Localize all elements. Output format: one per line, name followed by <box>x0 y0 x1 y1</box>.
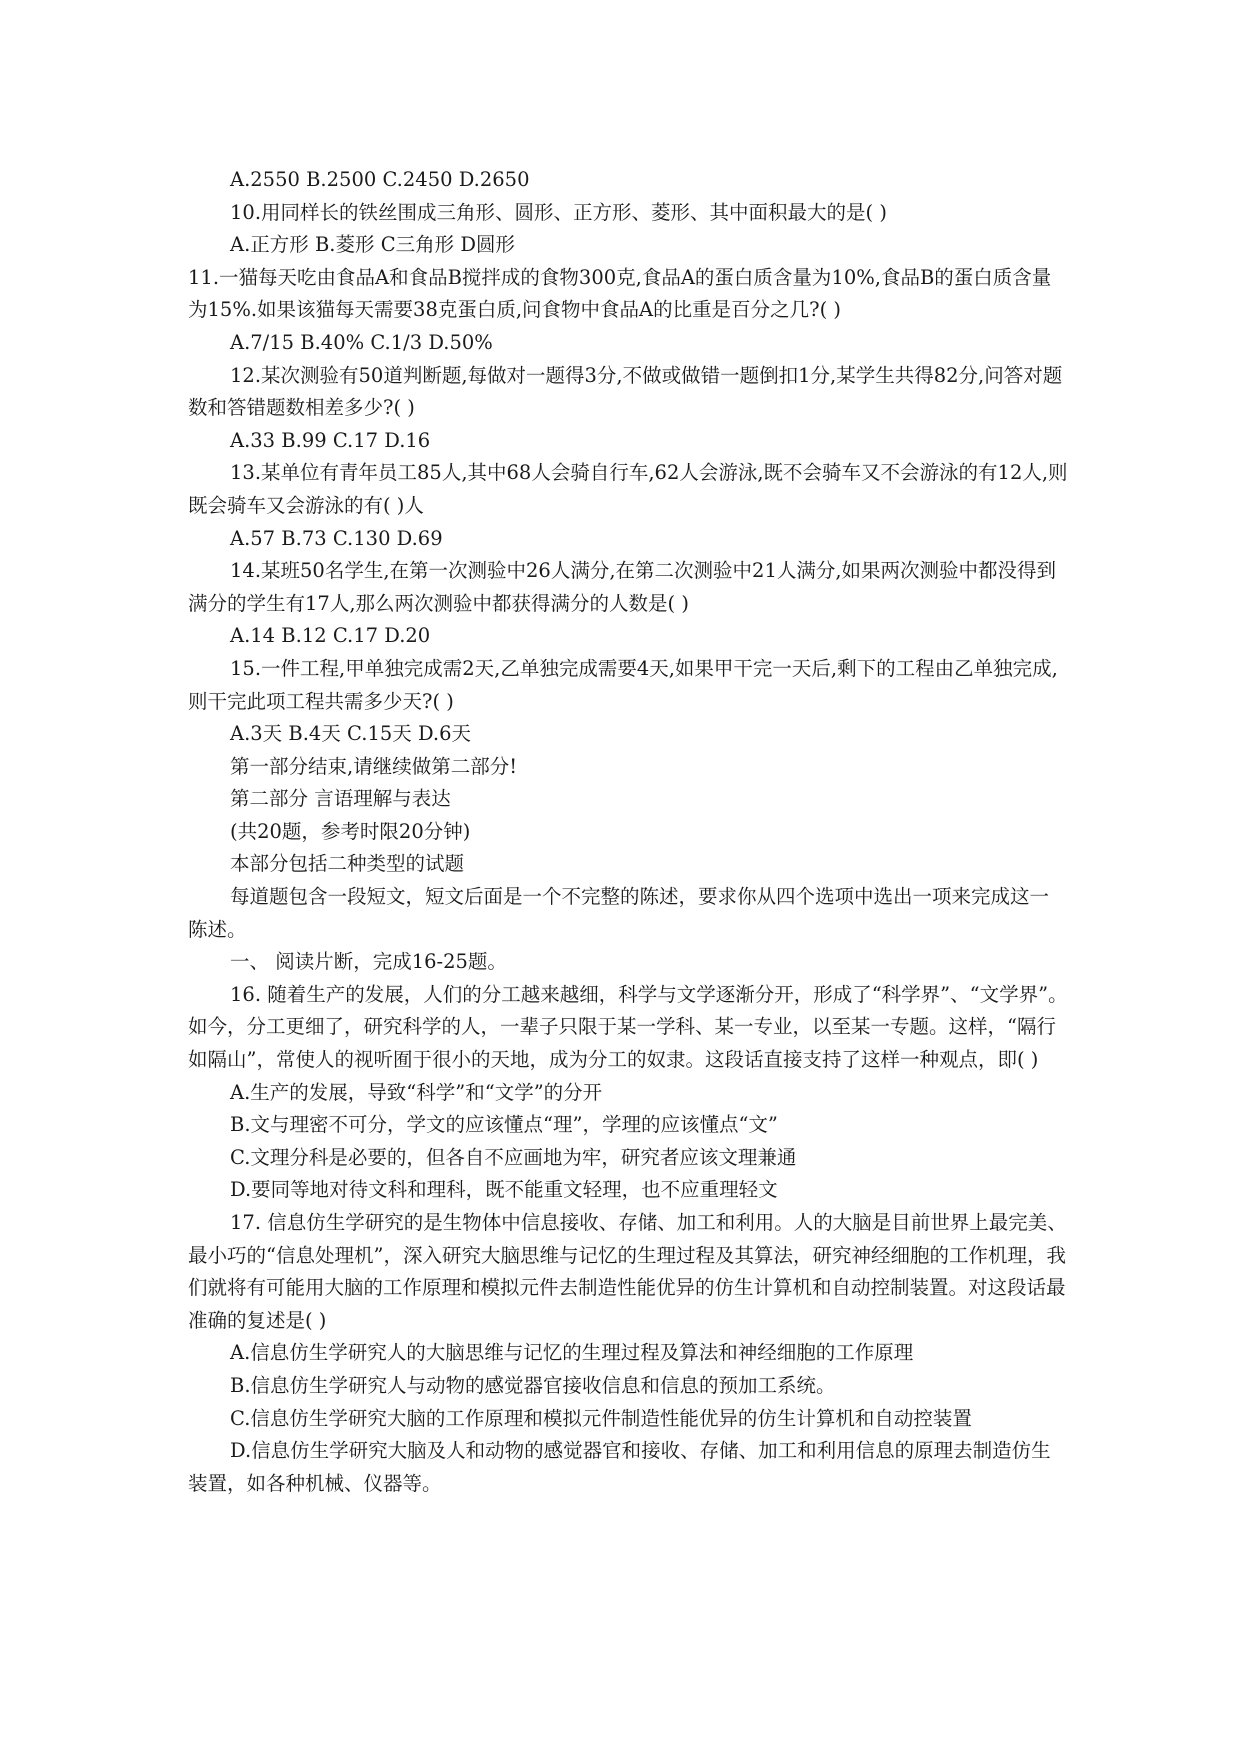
q16-option-c: C.文理分科是必要的，但各自不应画地为牢，研究者应该文理兼通 <box>230 1145 797 1169</box>
question-15: 15.一件工程,甲单独完成需2天,乙单独完成需要4天,如果甲干完一天后,剩下的工程由乙单独完成,则干完此项工程共需多少天?( ) <box>188 656 1058 713</box>
q17-option-a: A.信息仿生学研究人的大脑思维与记忆的生理过程及算法和神经细胞的工作原理 <box>230 1341 914 1365</box>
question-12: 12.某次测验有50道判断题,每做对一题得3分,不做或做错一题倒扣1分,某学生共得82分,问答对题数和答错题数相差多少?( ) <box>188 363 1063 420</box>
q12-options: A.33 B.99 C.17 D.16 <box>230 428 431 452</box>
q15-options: A.3天 B.4天 C.15天 D.6天 <box>230 722 471 746</box>
q16-option-d: D.要同等地对待文科和理科，既不能重文轻理，也不应重理轻文 <box>230 1178 778 1202</box>
document-page <box>188 164 1068 1500</box>
q10-options: A.正方形 B.菱形 C三角形 D圆形 <box>230 233 515 257</box>
q16-option-b: B.文与理密不可分，学文的应该懂点“理”，学理的应该懂点“文” <box>230 1113 778 1137</box>
part2-time-limit: (共20题，参考时限20分钟) <box>230 819 471 843</box>
q16-option-a: A.生产的发展，导致“科学”和“文学”的分开 <box>230 1080 603 1104</box>
question-10: 10.用同样长的铁丝围成三角形、圆形、正方形、菱形、其中面积最大的是( ) <box>230 200 887 224</box>
q17-option-b: B.信息仿生学研究人与动物的感觉器官接收信息和信息的预加工系统。 <box>230 1373 836 1397</box>
part2-instructions: 每道题包含一段短文，短文后面是一个不完整的陈述，要求你从四个选项中选出一项来完成这一陈述。 <box>188 885 1050 941</box>
part2-title: 第二部分 言语理解与表达 <box>230 787 451 811</box>
question-13: 13.某单位有青年员工85人,其中68人会骑自行车,62人会游泳,既不会骑车又不会游泳的有12人,则既会骑车又会游泳的有( )人 <box>188 461 1068 517</box>
q17-option-d: D.信息仿生学研究大脑及人和动物的感觉器官和接收、存储、加工和利用信息的原理去制造仿生装置，如各种机械、仪器等。 <box>188 1439 1051 1495</box>
q9-options: A.2550 B.2500 C.2450 D.2650 <box>230 168 530 191</box>
question-11: 11.一猫每天吃由食品A和食品B搅拌成的食物300克,食品A的蛋白质含量为10%,食品B的蛋白质含量为15%.如果该猫每天需要38克蛋白质,问食物中食品A的比重是百分之几?( ) <box>188 265 1052 322</box>
part1-end-note: 第一部分结束,请继续做第二部分! <box>230 754 518 778</box>
question-16: 16. 随着生产的发展，人们的分工越来越细，科学与文学逐渐分开，形成了“科学界”、“文学界”。如今，分工更细了，研究科学的人，一辈子只限于某一学科、某一专业，以至某一专题。这样，“隔行如隔山”，常使人的视听囿于很小的天地，成为分工的奴隶。这段话直接支持了这样一种观点，即( ) <box>188 982 1068 1072</box>
q14-options: A.14 B.12 C.17 D.20 <box>230 624 431 648</box>
section1-title: 一、 阅读片断，完成16-25题。 <box>230 950 507 974</box>
q13-options: A.57 B.73 C.130 D.69 <box>230 526 443 550</box>
question-17: 17. 信息仿生学研究的是生物体中信息接收、存储、加工和利用。人的大脑是目前世界上最完美、最小巧的“信息处理机”，深入研究大脑思维与记忆的生理过程及其算法，研究神经细胞的工作机理，我们就将有可能用大脑的工作原理和模拟元件去制造性能优异的仿生计算机和自动控制装置。对这段话最准确的复述是( ) <box>188 1211 1067 1332</box>
q11-options: A.7/15 B.40% C.1/3 D.50% <box>230 330 493 354</box>
part2-question-types: 本部分包括二种类型的试题 <box>230 852 465 876</box>
q17-option-c: C.信息仿生学研究大脑的工作原理和模拟元件制造性能优异的仿生计算机和自动控装置 <box>230 1406 972 1430</box>
question-14: 14.某班50名学生,在第一次测验中26人满分,在第二次测验中21人满分,如果两次测验中都没得到满分的学生有17人,那么两次测验中都获得满分的人数是( ) <box>188 559 1057 615</box>
